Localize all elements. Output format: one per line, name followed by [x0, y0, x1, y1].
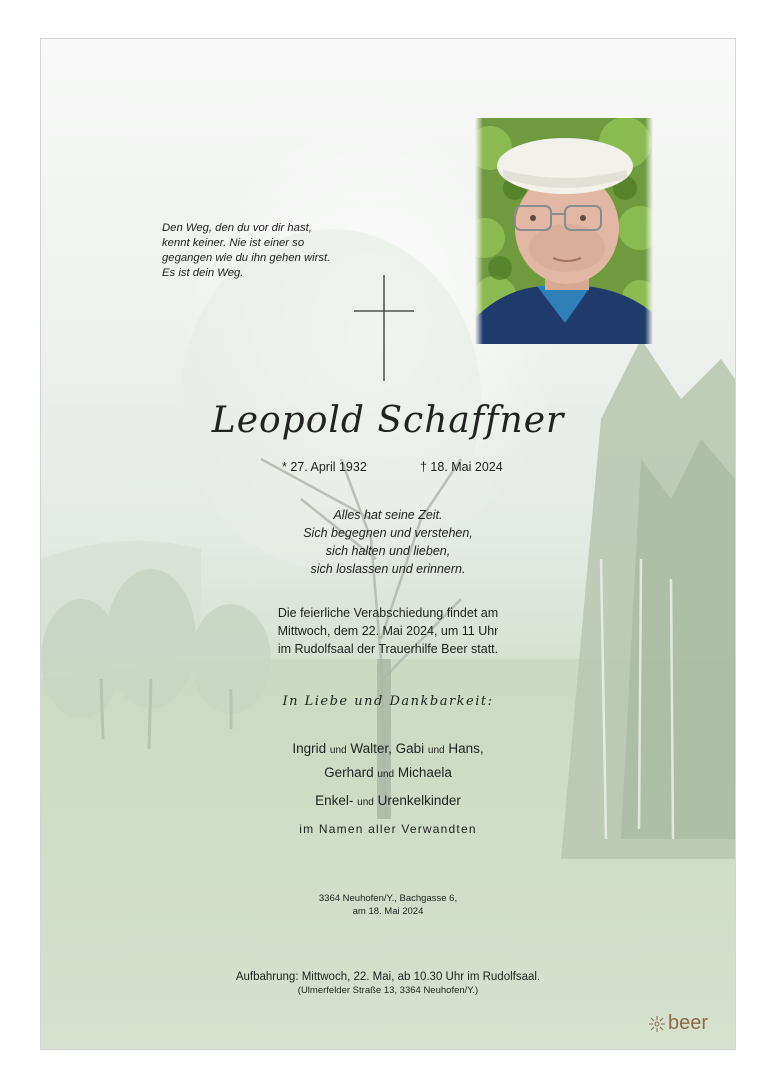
quote-line: kennt keiner. Nie ist einer so: [162, 237, 305, 249]
family-line: [0, 738, 776, 762]
deceased-name: Leopold Schaffner: [211, 400, 565, 441]
family-name: Ingrid: [292, 741, 327, 756]
viewing-address: (Ulmerfelder Straße 13, 3364 Neuhofen/Y.): [297, 985, 479, 996]
ceremony-line: im Rudolfsaal der Trauerhilfe Beer statt.: [277, 642, 499, 656]
birth-date: * 27. April 1932: [282, 460, 367, 474]
ceremony-line: Die feierliche Verabschiedung findet am: [277, 606, 499, 620]
quote-line: Den Weg, den du vor dir hast,: [162, 222, 312, 234]
family-conjunction: und: [329, 745, 347, 756]
family-conjunction: und: [377, 769, 395, 780]
relatives-line: im Namen aller Verwandten: [299, 822, 477, 836]
portrait-photo: [475, 118, 653, 344]
place-line: 3364 Neuhofen/Y., Bachgasse 6,: [318, 893, 458, 904]
center-quote: [0, 506, 776, 578]
quote-line: gegangen wie du ihn gehen wirst.: [162, 252, 331, 264]
opening-quote: [162, 221, 392, 281]
quote-line: Alles hat seine Zeit.: [333, 508, 443, 522]
quote-line: Sich begegnen und verstehen,: [303, 526, 473, 540]
death-date: † 18. Mai 2024: [420, 460, 503, 474]
beer-logo: [648, 1012, 708, 1035]
gratitude-heading: In Liebe und Dankbarkeit:: [282, 694, 494, 709]
date-line: am 18. Mai 2024: [352, 906, 424, 917]
family-name: Hans,: [448, 741, 484, 756]
family-name: Enkel-: [315, 793, 354, 808]
ceremony-line: Mittwoch, dem 22. Mai 2024, um 11 Uhr: [277, 624, 499, 638]
family-conjunction: und: [427, 745, 445, 756]
family-line: [0, 790, 776, 814]
cross-icon: [354, 275, 414, 381]
family-name: Walter, Gabi: [350, 741, 425, 756]
ceremony-notice: [0, 604, 776, 658]
place-date: [0, 892, 776, 918]
family-conjunction: und: [357, 797, 374, 808]
quote-line: Es ist dein Weg.: [162, 267, 244, 279]
logo-text: beer: [668, 1012, 709, 1034]
viewing-line: Aufbahrung: Mittwoch, 22. Mai, ab 10.30 Uhr im Rudolfsaal.: [235, 971, 541, 983]
family-name: Urenkelkinder: [377, 793, 461, 808]
quote-line: sich loslassen und erinnern.: [310, 562, 466, 576]
quote-line: sich halten und lieben,: [325, 544, 451, 558]
family-list: [0, 738, 776, 814]
viewing-info: [0, 970, 776, 998]
family-name: Michaela: [397, 765, 452, 780]
family-name: Gerhard: [324, 765, 374, 780]
dandelion-icon: [648, 1015, 666, 1033]
family-line: [0, 762, 776, 786]
